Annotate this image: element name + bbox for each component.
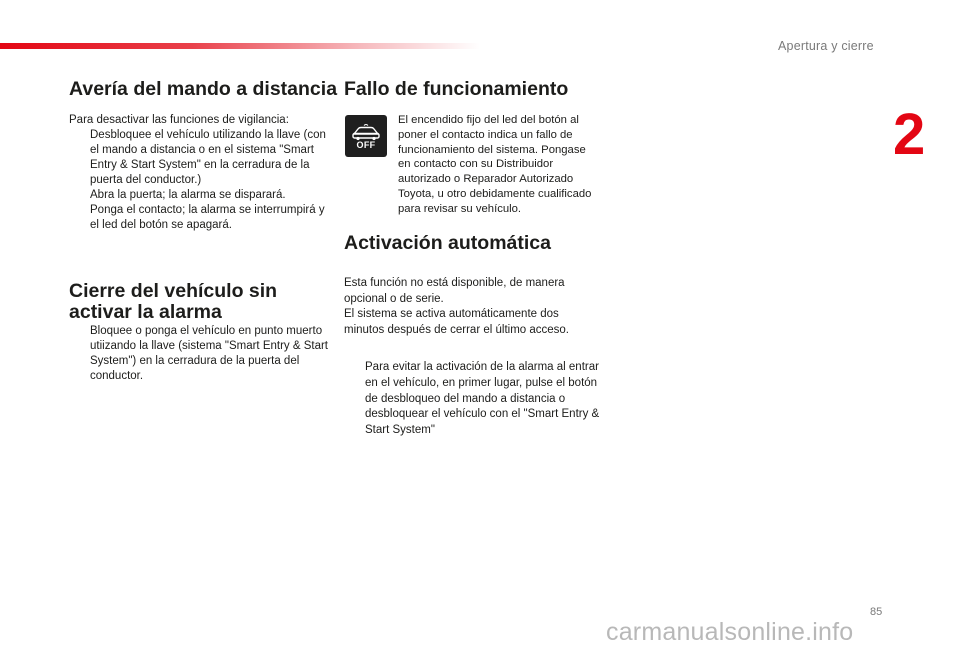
bullet-arrow-icon (69, 188, 90, 203)
bullet-arrow-icon (69, 128, 90, 188)
remote-failure-section (69, 113, 331, 233)
page-number: 85 (870, 606, 883, 618)
list-item (69, 128, 331, 188)
lock-without-alarm-section (69, 324, 331, 384)
list-item-text: Para evitar la activación de la alarma al entrar en el vehículo, en primer lugar, pulse el botón de desbloqueo del mando a distancia o desbloquear el vehículo con el "Smart Entry & Start System" (365, 361, 600, 437)
malfunction-text: El encendido fijo del led del botón al poner el contacto indica un fallo de funcionamiento del sistema. Pongase en contacto con su Distribuidor autorizado o Reparador Autorizado Toyota, u otro debidamente cualificado para revisar su vehículo. (398, 114, 592, 215)
list-item-text: Bloquee o ponga el vehículo en punto muerto utiizando la llave (sistema "Smart Entry & Start System") en la cerradura de la puerta del conductor. (90, 325, 329, 382)
list-item-text: Ponga el contacto; la alarma se interrumpirá y el led del botón se apagará. (90, 204, 325, 231)
heading-remote-failure: Avería del mando a distancia (69, 78, 338, 100)
remote-failure-intro: Para desactivar las funciones de vigilancia: (69, 114, 289, 126)
auto-activation-para2: El sistema se activa automáticamente dos minutos después de cerrar el último acceso. (344, 308, 569, 336)
auto-activation-section (344, 276, 594, 338)
list-item (69, 203, 331, 233)
chapter-number: 2 (893, 102, 926, 167)
heading-malfunction: Fallo de funcionamiento (344, 78, 569, 100)
auto-activation-para1: Esta función no está disponible, de manera opcional o de serie. (344, 277, 565, 305)
heading-lock-without-alarm: Cierre del vehículo sin activar la alarma (69, 280, 278, 323)
section-label: Apertura y cierre (778, 39, 874, 53)
bullet-arrow-icon (69, 324, 90, 384)
list-item (69, 324, 331, 384)
heading-auto-activation: Activación automática (344, 232, 551, 254)
watermark: carmanualsonline.info (606, 618, 854, 646)
list-item (344, 360, 606, 439)
car-alarm-off-icon (345, 115, 387, 157)
top-accent-bar (0, 43, 480, 49)
list-item-text: Desbloquee el vehículo utilizando la llave (con el mando a distancia o en el sistema "Smart Entry & Start System" en la cerradura de la puerta del conductor.) (90, 129, 326, 186)
list-item (69, 188, 331, 203)
auto-activation-tip (344, 360, 606, 439)
bullet-arrow-icon (69, 203, 90, 233)
off-label: OFF (356, 140, 376, 150)
bullet-arrow-icon (344, 360, 365, 439)
list-item-text: Abra la puerta; la alarma se disparará. (90, 189, 286, 201)
car-outline-icon (345, 115, 387, 157)
